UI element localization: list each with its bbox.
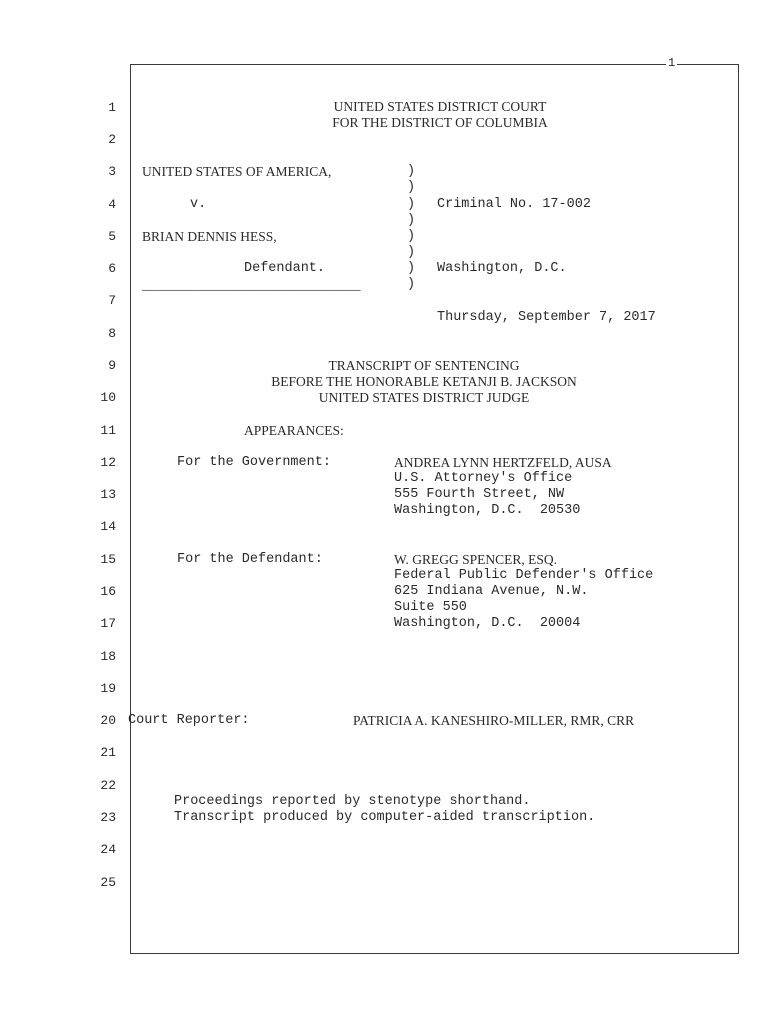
line-number: 23 (100, 810, 116, 825)
government-counsel: ANDREA LYNN HERTZFELD, AUSA (394, 455, 612, 470)
line-number: 12 (100, 455, 116, 470)
caption-paren: ) (407, 245, 416, 260)
government-street: 555 Fourth Street, NW (394, 487, 565, 502)
hearing-location: Washington, D.C. (437, 261, 567, 276)
line-number: 8 (108, 326, 116, 341)
line-number: 3 (108, 164, 116, 179)
line-number: 5 (108, 229, 116, 244)
caption-paren: ) (407, 261, 416, 276)
appearances-heading: APPEARANCES: (244, 423, 344, 438)
defendant-label: For the Defendant: (177, 552, 323, 567)
line-number: 24 (100, 842, 116, 857)
transcript-judge: BEFORE THE HONORABLE KETANJI B. JACKSON (271, 374, 577, 389)
government-label: For the Government: (177, 455, 331, 470)
transcript-title: TRANSCRIPT OF SENTENCING (328, 358, 520, 373)
caption-paren: ) (407, 277, 416, 292)
proceedings-note: Proceedings reported by stenotype shorthand. (174, 794, 531, 809)
line-number: 25 (100, 875, 116, 890)
line-number: 19 (100, 681, 116, 696)
reporter-name: PATRICIA A. KANESHIRO-MILLER, RMR, CRR (353, 713, 635, 728)
caption-paren: ) (407, 164, 416, 179)
judge-title: UNITED STATES DISTRICT JUDGE (318, 390, 530, 405)
line-number: 13 (100, 487, 116, 502)
line-number: 15 (100, 552, 116, 567)
page-number: 1 (668, 56, 676, 70)
caption-paren: ) (407, 197, 416, 212)
reporter-label: Court Reporter: (128, 713, 250, 728)
line-number: 1 (108, 100, 116, 115)
case-number: Criminal No. 17-002 (437, 197, 591, 212)
plaintiff-name: UNITED STATES OF AMERICA, (142, 164, 332, 179)
line-number: 22 (100, 778, 116, 793)
line-number: 18 (100, 649, 116, 664)
government-city: Washington, D.C. 20530 (394, 503, 581, 518)
line-number: 11 (100, 423, 116, 438)
defendant-counsel: W. GREGG SPENCER, ESQ. (394, 552, 558, 567)
government-office: U.S. Attorney's Office (394, 471, 573, 486)
caption-underline: ___________________________ (142, 279, 361, 294)
line-number: 16 (100, 584, 116, 599)
line-number: 14 (100, 519, 116, 534)
line-number: 10 (100, 390, 116, 405)
court-name: UNITED STATES DISTRICT COURT (333, 99, 547, 114)
transcription-note: Transcript produced by computer-aided transcription. (174, 810, 596, 825)
line-number: 7 (108, 293, 116, 308)
defendant-city: Washington, D.C. 20004 (394, 616, 581, 631)
line-number: 21 (100, 745, 116, 760)
caption-paren: ) (407, 180, 416, 195)
line-number: 17 (100, 616, 116, 631)
caption-paren: ) (407, 229, 416, 244)
versus: v. (190, 197, 207, 212)
defendant-role: Defendant. (244, 261, 326, 276)
defendant-name: BRIAN DENNIS HESS, (142, 229, 277, 244)
court-district: FOR THE DISTRICT OF COLUMBIA (332, 115, 548, 130)
line-number: 4 (108, 197, 116, 212)
defendant-suite: Suite 550 (394, 600, 467, 615)
hearing-date: Thursday, September 7, 2017 (437, 310, 656, 325)
line-number: 6 (108, 261, 116, 276)
line-number: 20 (100, 713, 116, 728)
line-number: 9 (108, 358, 116, 373)
caption-paren: ) (407, 213, 416, 228)
defendant-office: Federal Public Defender's Office (394, 568, 654, 583)
line-number: 2 (108, 132, 116, 147)
defendant-street: 625 Indiana Avenue, N.W. (394, 584, 589, 599)
